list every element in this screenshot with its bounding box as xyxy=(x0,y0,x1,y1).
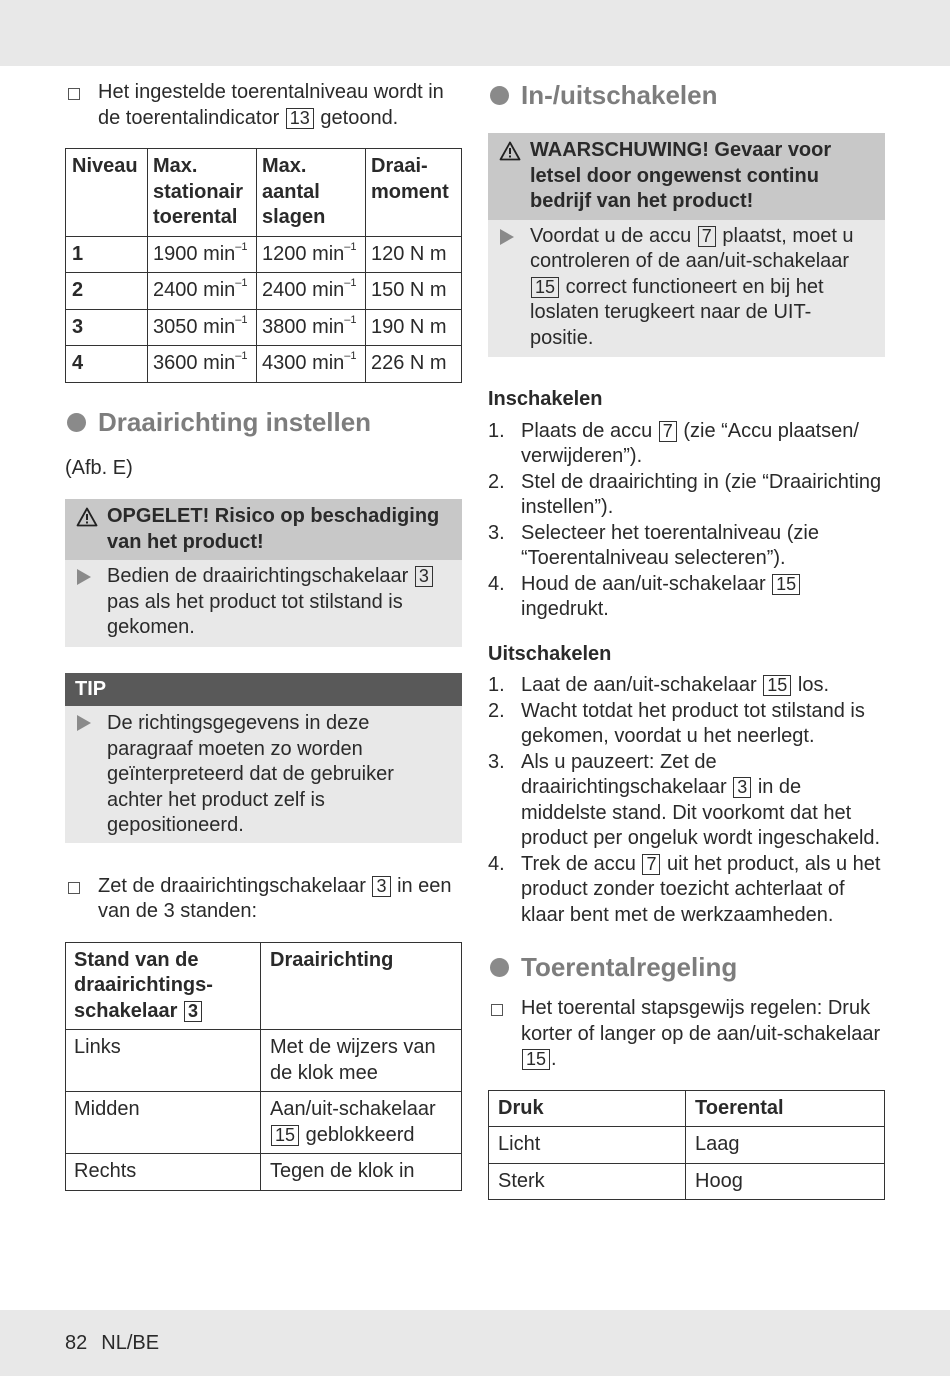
list-item: 1. Plaats de accu 7 (zie “Accu plaatsen/ verwijderen”). xyxy=(488,419,859,467)
bullet-dot-icon xyxy=(490,86,509,105)
torque-cell: 190 N m xyxy=(366,309,462,346)
rpm-cell: 3600 $\min^{-1}$ xyxy=(148,346,257,383)
level-cell: 3 xyxy=(66,309,148,346)
table-row xyxy=(66,236,462,273)
table-header: Stand van de draairichtings-schakelaar 3 xyxy=(66,942,261,1030)
caution-header xyxy=(65,499,462,560)
caution-box xyxy=(65,499,462,647)
speed-cell: Hoog xyxy=(686,1163,885,1200)
checkbox-bullet-icon xyxy=(68,88,80,100)
table-header: Druk xyxy=(489,1090,686,1127)
speed-note xyxy=(488,996,885,1073)
speed-text: Het toerental stapsgewijs regelen: Druk korter of langer op de aan/uit-schakelaar xyxy=(521,997,881,1045)
ref-number: 3 xyxy=(415,566,433,587)
tip-body xyxy=(65,706,462,843)
torque-cell: 150 N m xyxy=(366,273,462,310)
torque-cell: 226 N m xyxy=(366,346,462,383)
arrow-bullet-icon xyxy=(77,715,91,731)
warning-triangle-icon xyxy=(76,507,98,527)
table-header: Max. aantal slagen xyxy=(257,149,366,237)
strokes-cell: 3800 $\min^{-1}$ xyxy=(257,309,366,346)
arrow-bullet-icon xyxy=(77,569,91,585)
language-code: NL/BE xyxy=(101,1332,160,1354)
table-header: Draairichting xyxy=(261,942,462,1030)
level-cell: 2 xyxy=(66,273,148,310)
switch-off-steps xyxy=(488,673,885,928)
left-column xyxy=(65,80,462,1191)
subheading-off: Uitschakelen xyxy=(488,642,612,665)
table-row xyxy=(66,1092,462,1154)
warning-text: Voordat u de accu xyxy=(530,224,692,247)
strokes-cell: 4300 $\min^{-1}$ xyxy=(257,346,366,383)
warning-header xyxy=(488,133,885,220)
subheading-on: Inschakelen xyxy=(488,388,603,410)
table-header-row xyxy=(66,942,462,1030)
position-cell: Rechts xyxy=(66,1154,261,1191)
ref-number: 15 xyxy=(522,1049,550,1070)
list-item: 3. Selecteer het toerentalniveau (zie “Toerentalniveau selecteren”). xyxy=(488,521,819,569)
caution-body xyxy=(65,560,462,647)
table-header: Toerental xyxy=(686,1090,885,1127)
table-row xyxy=(66,1154,462,1191)
ref-number: 15 xyxy=(763,675,791,696)
intro-note xyxy=(65,80,462,131)
switch-text: in een van de 3 standen: xyxy=(98,874,452,922)
ref-number: 3 xyxy=(372,876,390,897)
speed-tail: . xyxy=(551,1048,557,1070)
list-item: 1. Laat de aan/uit-schakelaar 15 los. xyxy=(488,674,829,696)
right-column xyxy=(488,80,885,1200)
section-heading xyxy=(488,951,885,983)
rpm-cell: 2400 $\min^{-1}$ xyxy=(148,273,257,310)
tip-box xyxy=(65,673,462,843)
page-number: 82 xyxy=(65,1332,88,1354)
table-header: Max. stationair toerental xyxy=(148,149,257,237)
arrow-bullet-icon xyxy=(500,229,514,245)
warning-text: correct functioneert en bij het loslaten terugkeert naar de UIT-positie. xyxy=(530,275,824,349)
ref-number: 15 xyxy=(772,574,800,595)
pressure-cell: Licht xyxy=(489,1127,686,1164)
ref-number: 3 xyxy=(184,1001,202,1022)
level-cell: 4 xyxy=(66,346,148,383)
checkbox-bullet-icon xyxy=(68,882,80,894)
direction-cell: Tegen de klok in xyxy=(261,1154,462,1191)
ref-number: 3 xyxy=(733,777,751,798)
ref-number: 15 xyxy=(271,1125,299,1146)
checkbox-bullet-icon xyxy=(491,1004,503,1016)
table-row xyxy=(489,1127,885,1164)
table-header-row xyxy=(66,149,462,237)
strokes-cell: 2400 $\min^{-1}$ xyxy=(257,273,366,310)
caution-text: Bedien de draairichtingschakelaar xyxy=(107,565,409,587)
list-item: 4. Trek de accu 7 uit het product, als u het product zonder toezicht achterlaat of klaar bent met de werkzaamheden. xyxy=(488,852,881,926)
caution-title: OPGELET! Risico op beschadiging van het product! xyxy=(107,505,440,553)
ref-number: 7 xyxy=(659,421,677,442)
section-heading xyxy=(65,406,462,438)
figure-reference: (Afb. E) xyxy=(65,456,133,479)
bullet-dot-icon xyxy=(67,413,86,432)
speed-level-table xyxy=(65,148,462,383)
ref-number: 7 xyxy=(698,226,716,247)
ref-number: 7 xyxy=(642,854,660,875)
caution-text: pas als het product tot stilstand is gekomen. xyxy=(107,590,403,638)
speed-cell: Laag xyxy=(686,1127,885,1164)
direction-cell: Met de wijzers van de klok mee xyxy=(261,1030,462,1092)
list-item: 4. Houd de aan/uit-schakelaar 15 ingedrukt. xyxy=(488,572,885,623)
header-band xyxy=(0,0,950,66)
table-header: Draai-moment xyxy=(366,149,462,237)
ref-number: 15 xyxy=(531,277,559,298)
level-cell: 1 xyxy=(66,236,148,273)
warning-body xyxy=(488,220,885,358)
torque-cell: 120 N m xyxy=(366,236,462,273)
bullet-dot-icon xyxy=(490,958,509,977)
switch-note xyxy=(65,874,462,925)
list-item: 2. Stel de draairichting in (zie “Draairichting instellen”). xyxy=(488,470,882,518)
tip-header: TIP xyxy=(65,673,462,707)
list-item: 3. Als u pauzeert: Zet de draairichtingschakelaar 3 in de middelste stand. Dit voorkomt dat het product per ongeluk wordt ingeschakeld. xyxy=(488,750,881,849)
page-footer xyxy=(65,1331,159,1357)
table-row xyxy=(66,309,462,346)
switch-on-steps xyxy=(488,419,885,623)
table-header: Niveau xyxy=(66,149,148,237)
table-row xyxy=(66,1030,462,1092)
section-title: Toerentalregeling xyxy=(521,952,738,982)
pressure-cell: Sterk xyxy=(489,1163,686,1200)
ref-number: 13 xyxy=(286,108,314,129)
intro-tail: getoond. xyxy=(320,106,399,129)
section-title: In-/uitschakelen xyxy=(521,80,718,110)
rpm-cell: 3050 $\min^{-1}$ xyxy=(148,309,257,346)
table-row xyxy=(66,346,462,383)
strokes-cell: 1200 $\min^{-1}$ xyxy=(257,236,366,273)
table-row xyxy=(66,273,462,310)
section-heading xyxy=(488,79,885,111)
warning-box xyxy=(488,133,885,357)
direction-cell: Aan/uit-schakelaar 15 geblokkeerd xyxy=(261,1092,462,1154)
rpm-cell: 1900 $\min^{-1}$ xyxy=(148,236,257,273)
table-row xyxy=(489,1163,885,1200)
table-header-row xyxy=(489,1090,885,1127)
list-item: 2. Wacht totdat het product tot stilstand is gekomen, voordat u het neerlegt. xyxy=(488,699,865,747)
direction-table xyxy=(65,942,462,1191)
warning-triangle-icon xyxy=(499,141,521,161)
warning-text: plaatst, moet u controleren of de aan/uit-schakelaar xyxy=(530,224,854,272)
position-cell: Links xyxy=(66,1030,261,1092)
pressure-table xyxy=(488,1090,885,1201)
switch-text: Zet de draairichtingschakelaar xyxy=(98,874,366,897)
tip-text: De richtingsgegevens in deze paragraaf moeten zo worden geïnterpreteerd dat de gebruiker achter het product zelf is gepositioneerd. xyxy=(107,712,394,836)
warning-title: WAARSCHUWING! Gevaar voor letsel door ongewenst continu bedrijf van het product! xyxy=(530,139,832,212)
section-title: Draairichting instellen xyxy=(98,406,372,437)
position-cell: Midden xyxy=(66,1092,261,1154)
intro-text: Het ingestelde toerentalniveau wordt in de toerentalindicator xyxy=(98,81,444,129)
